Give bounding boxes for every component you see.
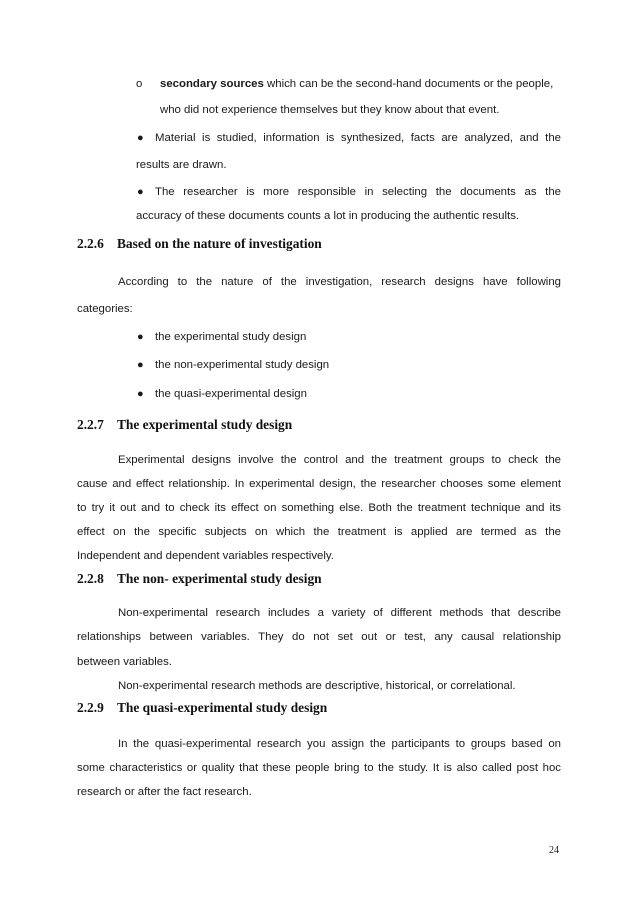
bullet-2-line-1: The researcher is more responsible in selecting the documents as the <box>155 186 561 198</box>
bullet-1-line-2: results are drawn. <box>136 159 227 171</box>
section-title: The non- experimental study design <box>117 571 322 586</box>
section-number: 2.2.7 <box>77 417 104 432</box>
category-item-1: the experimental study design <box>155 331 307 343</box>
section-number: 2.2.6 <box>77 236 104 251</box>
sec-228-line-4: Non-experimental research methods are descriptive, historical, or correlational. <box>118 680 516 692</box>
sec-229-line-2: some characteristics or quality that these people bring to the study. It is also called post hoc <box>77 762 561 774</box>
sec-227-line-5: Independent and dependent variables respectively. <box>77 550 334 562</box>
section-number: 2.2.9 <box>77 700 104 715</box>
sec-226-para-line-1: According to the nature of the investigation, research designs have following <box>118 276 561 288</box>
bullet-2-line-2: accuracy of these documents counts a lot in producing the authentic results. <box>136 210 520 222</box>
sec-226-para-line-2: categories: <box>77 303 133 315</box>
bullet-marker: ● <box>137 359 144 371</box>
section-heading-2-2-7 <box>77 417 292 433</box>
section-title: The quasi-experimental study design <box>117 700 328 715</box>
page-number: 24 <box>549 845 559 856</box>
sub-item-line-1-rest: which can be the second-hand documents or the people, <box>263 78 554 90</box>
sec-227-line-1: Experimental designs involve the control and the treatment groups to check the <box>118 454 561 466</box>
sec-228-line-2: relationships between variables. They do not set out or test, any causal relationship <box>77 631 561 643</box>
section-heading-2-2-9 <box>77 700 327 716</box>
sub-item-keyword: secondary sources <box>160 78 264 90</box>
sub-item-line-2: who did not experience themselves but they know about that event. <box>160 104 500 116</box>
bullet-marker: ● <box>137 132 144 144</box>
section-heading-2-2-8 <box>77 571 322 587</box>
section-title: The experimental study design <box>117 417 293 432</box>
sub-item-line-1 <box>160 77 560 91</box>
sec-228-line-3: between variables. <box>77 656 172 668</box>
sec-227-line-3: to try it out and to check its effect on something else. Both the treatment technique and its <box>77 502 561 514</box>
sec-228-line-1: Non-experimental research includes a variety of different methods that describe <box>118 607 561 619</box>
section-title: Based on the nature of investigation <box>117 236 322 251</box>
bullet-marker: ● <box>137 388 144 400</box>
bullet-1-line-1: Material is studied, information is synthesized, facts are analyzed, and the <box>155 132 561 144</box>
sub-item-marker: o <box>136 78 143 90</box>
sec-229-line-1: In the quasi-experimental research you assign the participants to groups based on <box>118 738 561 750</box>
bullet-marker: ● <box>137 331 144 343</box>
sec-229-line-3: research or after the fact research. <box>77 786 252 798</box>
sec-227-line-4: effect on the specific subjects on which the treatment is applied are termed as the <box>77 526 561 538</box>
section-heading-2-2-6 <box>77 236 322 252</box>
bullet-marker: ● <box>137 186 144 198</box>
section-number: 2.2.8 <box>77 571 104 586</box>
sec-227-line-2: cause and effect relationship. In experimental design, the researcher chooses some element <box>77 478 561 490</box>
category-item-2: the non-experimental study design <box>155 359 330 371</box>
category-item-3: the quasi-experimental design <box>155 388 307 400</box>
